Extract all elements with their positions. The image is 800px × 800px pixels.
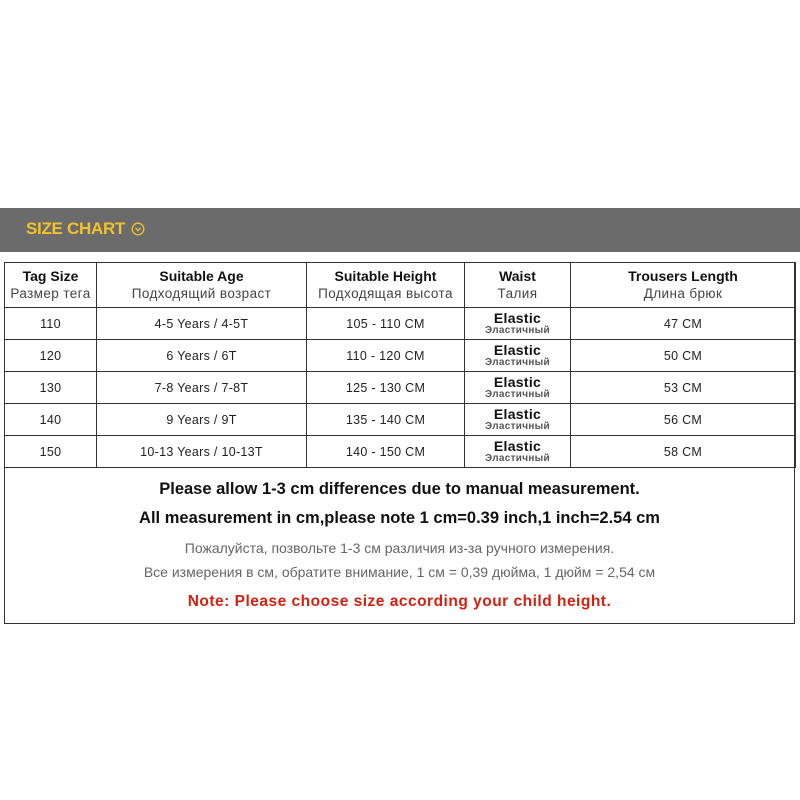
tag-size-cell: 150 (5, 436, 97, 468)
note-units-ru: Все измерения в см, обратите внимание, 1 см = 0,39 дюйма, 1 дюйм = 2,54 см (143, 564, 656, 580)
tag-size-cell: 120 (5, 340, 97, 372)
length-cell: 56 CM (571, 404, 796, 436)
header-trousers-length: Trousers Length Длина брюк (571, 263, 796, 308)
header-suitable-age: Suitable Age Подходящий возраст (97, 263, 307, 308)
size-chart-banner (0, 208, 800, 252)
header-waist: Waist Талия (465, 263, 571, 308)
height-cell: 110 - 120 CM (307, 340, 465, 372)
height-cell: 105 - 110 CM (307, 308, 465, 340)
table-row (5, 340, 796, 372)
age-cell: 7-8 Years / 7-8T (97, 372, 307, 404)
height-cell: 135 - 140 CM (307, 404, 465, 436)
tag-size-cell: 140 (5, 404, 97, 436)
note-tolerance-ru: Пожалуйста, позвольте 1-3 см различия из-за ручного измерения. (184, 540, 615, 556)
waist-cell: Elastic Эластичный (465, 340, 571, 372)
waist-cell: Elastic Эластичный (465, 308, 571, 340)
waist-cell: Elastic Эластичный (465, 436, 571, 468)
tag-size-cell: 110 (5, 308, 97, 340)
note-choose-size-warning: Note: Please choose size according your child height. (187, 593, 612, 610)
chevron-down-circle-icon (131, 222, 145, 236)
waist-cell: Elastic Эластичный (465, 372, 571, 404)
age-cell: 9 Years / 9T (97, 404, 307, 436)
table-row (5, 436, 796, 468)
header-suitable-height: Suitable Height Подходящая высота (307, 263, 465, 308)
length-cell: 50 CM (571, 340, 796, 372)
table-row (5, 372, 796, 404)
table-row (5, 404, 796, 436)
length-cell: 58 CM (571, 436, 796, 468)
age-cell: 10-13 Years / 10-13T (97, 436, 307, 468)
height-cell: 140 - 150 CM (307, 436, 465, 468)
note-tolerance-en: Please allow 1-3 cm differences due to manual measurement. (159, 480, 640, 498)
height-cell: 125 - 130 CM (307, 372, 465, 404)
banner-title: SIZE CHART (26, 219, 126, 238)
tag-size-cell: 130 (5, 372, 97, 404)
waist-cell: Elastic Эластичный (465, 404, 571, 436)
age-cell: 4-5 Years / 4-5T (97, 308, 307, 340)
table-header-row (5, 263, 796, 308)
length-cell: 47 CM (571, 308, 796, 340)
note-units-en: All measurement in cm,please note 1 cm=0.39 inch,1 inch=2.54 cm (139, 509, 660, 527)
table-row (5, 308, 796, 340)
header-tag-size: Tag Size Размер тега (5, 263, 97, 308)
age-cell: 6 Years / 6T (97, 340, 307, 372)
length-cell: 53 CM (571, 372, 796, 404)
size-table (4, 262, 796, 468)
